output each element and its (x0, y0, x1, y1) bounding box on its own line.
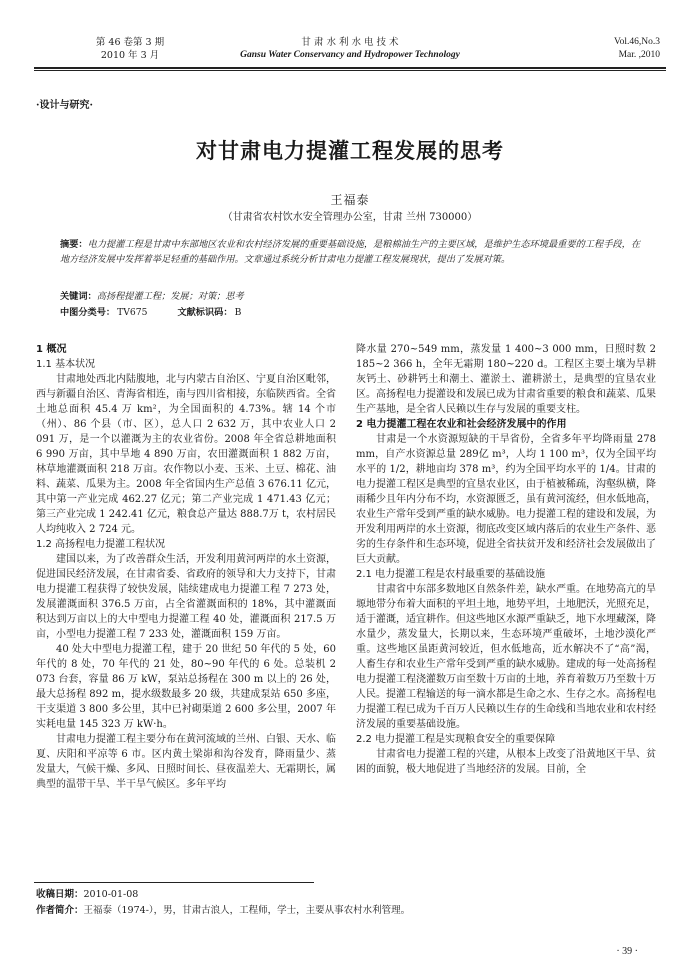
doc-code-value: B (234, 307, 242, 318)
paragraph: 降水量 270~549 mm，蒸发量 1 400~3 000 mm，日照时数 2 185~2 366 h，全年无霜期 180~220 d。工程区主要土壤为旱耕灰钙土、砂耕钙土和潮土、灌淤土、灌耕淤土，是典型的宜垦农业区。高扬程电力提灌设和发展已成为甘肃省重要的粮食和蔬菜、瓜果生产基地，是全省人民赖以生存与发展的重要支柱。 (356, 344, 656, 415)
footnote-author (36, 904, 410, 918)
journal-name-en: Gansu Water Conservancy and Hydropower Technology (240, 50, 460, 60)
paragraph: 甘肃地处西北内陆腹地，北与内蒙古自治区、宁夏自治区毗邻，西与新疆自治区、青海省相连，南与四川省相接，东临陕西省。全省土地总面积 45.4 万 km²，为全国面积的 4.73%。辖 14 个市（州）、86 个县（市、区），总人口 2 632 万，其中农业人口 2 091 万，是一个以灌溉为主的农业省份。2008 年全省总耕地面积 6 990 万亩，其中旱地 4 890 万亩，农田灌溉面积 1 882 万亩，林草地灌溉面积 218 万亩。农作物以小麦、玉米、土豆、棉花、油料、蔬菜、瓜果为主。2008 年全省国内生产总值 3 676.11 亿元，其中第一产业完成 462.27 亿元；第二产业完成 1 471.43 亿元；第三产业完成 1 242.41 亿元，粮食总产量达 888.7万 t，农村居民人均纯收入 2 724 元。 (36, 374, 336, 535)
body-column-right (356, 342, 656, 777)
header-rule-thin (34, 70, 666, 71)
abstract-text: 电力提灌工程是甘肃中东部地区农业和农村经济发展的重要基础设施，是粮棉油生产的主要区域，是维护生态环境最重要的工程手段，在地方经济发展中发挥着举足轻重的基础作用。文章通过系统分析甘肃电力提灌工程发展现状，提出了发展对策。 (60, 239, 641, 265)
clc-value: TV675 (117, 307, 148, 318)
footnote-received (36, 888, 138, 902)
author-bio-label: 作者简介： (36, 905, 84, 916)
section-heading: 1 概况 (36, 344, 67, 355)
issue-date-en: Mar. ,2010 (618, 50, 660, 60)
page-number: · 39 · (616, 946, 638, 957)
paragraph: 甘肃省中东部多数地区自然条件差，缺水严重。在地势高亢的旱塬地带分布着大面积的平坦土地，地势平坦，土地肥沃，光照充足，适于灌溉，适宜耕作。但这些地区水源严重缺乏，地下水埋藏深，降水量少，蒸发量大，长期以来，生态环境严重破坏，土地沙漠化严重。这些地区虽距黄河较近，但水低地高，近水解决不了“高”渴，人畜生存和农业生产常年受到严重的缺水威胁。建成的每一处高扬程电力提灌工程浇灌数万亩至数十万亩的土地，养育着数万乃至数十万人民。提灌工程输送的每一滴水都是生命之水、生存之水。高扬程电力提灌工程已成为千百万人民赖以生存的生命线和当地农业和农村经济发展的重要基础设施。 (356, 584, 656, 730)
author-bio: 王福泰（1974-），男，甘肃古浪人，工程师，学士，主要从事农村水利管理。 (83, 905, 411, 916)
paragraph: 建国以来，为了改善群众生活，开发利用黄河两岸的水土资源，促进国民经济发展，在甘肃省委、省政府的领导和大力支持下，甘肃电力提灌工程获得了较快发展，陆续建成电力提灌工程 7 273 处，发展灌溉面积 376.5 万亩，占全省灌溉面积的 18%，其中灌溉面积达到万亩以上的大中型电力提灌工程 40 处，灌溉面积 217.5 万亩，小型电力提灌工程 7 233 处，灌溉面积 159 万亩。 (36, 554, 336, 640)
received-label: 收稿日期： (36, 889, 84, 900)
received-date: 2010-01-08 (83, 889, 139, 900)
paragraph: 甘肃省电力提灌工程的兴建，从根本上改变了沿黄地区干旱、贫困的面貌，极大地促进了当地经济的发展。目前，全 (356, 749, 656, 775)
keywords (60, 290, 640, 304)
subsection-heading: 2.2 电力提灌工程是实现粮食安全的重要保障 (356, 734, 556, 745)
subsection-heading: 1.2 高扬程电力提灌工程状况 (36, 539, 166, 550)
header-volume-cn (60, 36, 200, 62)
paragraph: 甘肃是一个水资源短缺的干旱省份，全省多年平均降雨量 278 mm，自产水资源总量 289亿 m³，人均 1 100 m³，仅为全国平均水平的 1/2，耕地亩均 378 m³，约为全国平均水平的 1/4。甘肃的电力提灌工程区是典型的宜垦农业区，由于植被稀疏，沟壑纵横，降雨稀少且年内分布不均，水资源匮乏，虽有黄河流经，但水低地高，农业生产常年受到严重的缺水威胁。电力提灌工程的建设和发展，为开发利用两岸的水土资源，彻底改变区域内落后的农业生产条件、恶劣的生存条件和生态环境，促进全省扶贫开发和经济社会发展做出了巨大贡献。 (356, 434, 656, 565)
article-title: 对甘肃电力提灌工程发展的思考 (196, 139, 504, 163)
section-heading: 2 电力提灌工程在农业和社会经济发展中的作用 (356, 419, 567, 430)
classification (60, 306, 640, 320)
subsection-heading: 2.1 电力提灌工程是农村最重要的基础设施 (356, 569, 546, 580)
clc-label: 中图分类号： (60, 307, 116, 318)
abstract-label: 摘要： (60, 239, 88, 250)
volume-issue-cn: 第 46 卷第 3 期 (95, 37, 165, 48)
body-column-left (36, 342, 336, 792)
paragraph: 甘肃电力提灌工程主要分布在黄河流域的兰州、白银、天水、临夏、庆阳和平凉等 6 市。区内黄土梁峁和沟谷发育，降雨量少、蒸发量大，气候干燥、多风、日照时间长、昼夜温差大、无霜期长，属典型的温带干旱、半干旱气候区。多年平均 (36, 734, 336, 790)
author-affiliation: （甘肃省农村饮水安全管理办公室，甘肃 兰州 730000） (222, 212, 478, 223)
section-tag: ·设计与研究· (36, 100, 93, 111)
issue-date-cn: 2010 年 3 月 (100, 50, 160, 61)
header-rule-thick (34, 67, 666, 69)
keywords-label: 关键词： (60, 291, 97, 302)
journal-name-cn: 甘 肃 水 利 水 电 技 术 (301, 37, 399, 48)
header-volume-en (560, 36, 660, 62)
volume-issue-en: Vol.46,No.3 (613, 37, 660, 47)
paragraph: 40 处大中型电力提灌工程，建于 20 世纪 50 年代的 5 处，60 年代的 8 处，70 年代的 21 处，80~90 年代的 6 处。总装机 2 073 台套，容量 86 万 kW，泵站总扬程在 300 m 以上的 26 处，最大总扬程 892 m，提水级数最多 20 级，共建成泵站 650 多座，干支渠道 3 800 多公里，其中已衬砌渠道 2 600 多公里，2007 年实耗电量 145 323 万 kW·h。 (36, 644, 336, 730)
author-name: 王福泰 (330, 193, 370, 207)
subsection-heading: 1.1 基本状况 (36, 359, 96, 370)
header-journal (200, 36, 500, 62)
doc-code-label: 文献标识码： (177, 307, 233, 318)
footnote-rule (34, 882, 314, 883)
keywords-text: 高扬程提灌工程；发展；对策；思考 (96, 291, 244, 302)
abstract (60, 238, 640, 267)
